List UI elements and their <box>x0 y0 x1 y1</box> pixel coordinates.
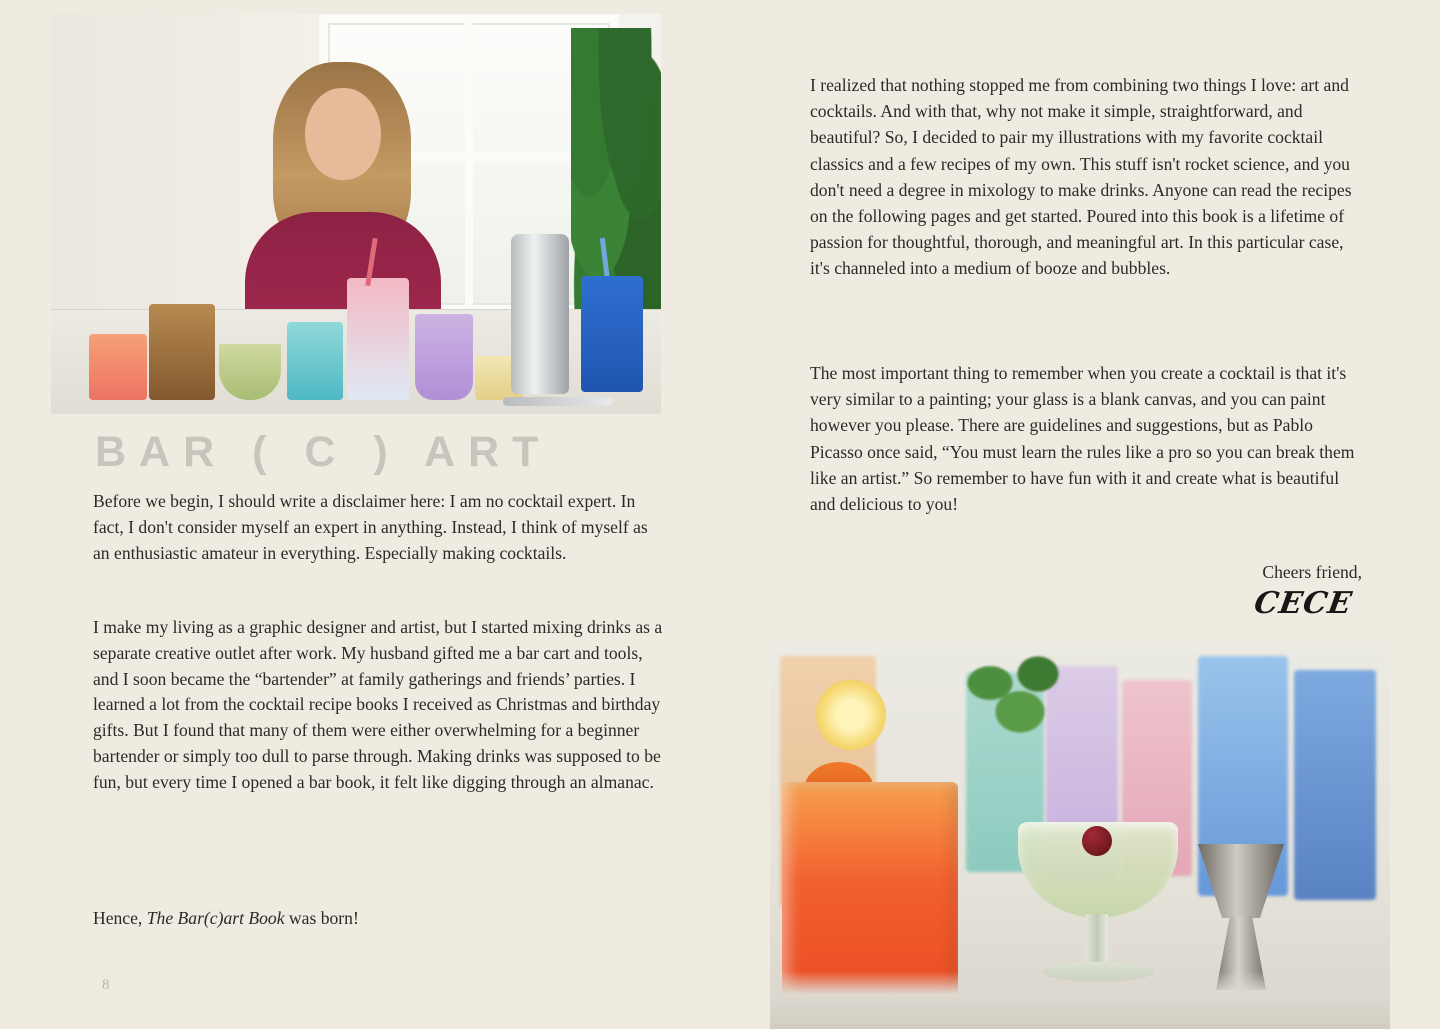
paragraph-disclaimer: Before we begin, I should write a disclaimer here: I am no cocktail expert. In fact, I don't consider myself an expert in anything. Instead, I think of myself as an enthusiastic amateur in everything. Especially making cocktails. <box>93 491 648 563</box>
left-page-column <box>51 0 661 1029</box>
coupe-glass-stem <box>1086 914 1108 968</box>
counter-surface <box>770 971 1390 1029</box>
page-number: 8 <box>102 977 110 993</box>
paragraph-book-born <box>93 906 663 932</box>
paragraph-art-and-cocktails: I realized that nothing stopped me from combining two things I love: art and cocktails. And with that, why not make it simple, straightforward, and beautiful? So, I decided to pair my illustrations with my favorite cocktail classics and a few recipes of my own. This stuff isn't rocket science, and you don't need a degree in mixology to make drinks. Anyone can read the recipes on the following pages and get started. Poured into this book is a lifetime of passion for thoughtful, thorough, and meaningful art. In this particular case, it's channeled into a medium of booze and bubbles. <box>810 75 1352 279</box>
cocktail-glass <box>89 334 147 400</box>
colorful-cocktails-photo <box>770 646 1390 1029</box>
paragraph-background-story: I make my living as a graphic designer and artist, but I started mixing drinks as a separate creative outlet after work. My husband gifted me a bar cart and tools, and I soon became the “bartender” at family gatherings and friends’ parties. I learned a lot from the cocktail recipe books I received as Christmas and birthday gifts. But I found that many of them were either overwhelming for a beginner bartender or simply too dull to parse through. Making drinks was supposed to be fun, but every time I opened a bar book, it felt like digging through an almanac. <box>93 617 663 792</box>
closing-before: Hence, <box>93 908 147 928</box>
cocktail-glass <box>287 322 343 400</box>
page-title: BAR ( C ) ART <box>95 428 552 476</box>
cocktail-glass <box>219 344 281 400</box>
author-signature: CECE <box>1251 586 1355 621</box>
background-glass <box>1294 670 1376 900</box>
book-title-italic: The Bar(c)art Book <box>146 908 285 928</box>
mint-garnish <box>954 656 1074 746</box>
face <box>305 88 381 180</box>
cocktail-shaker <box>511 234 569 394</box>
lemon-slice <box>816 680 886 750</box>
signoff-text: Cheers friend, <box>1262 562 1362 582</box>
paragraph-cocktail-as-painting: The most important thing to remember when you create a cocktail is that it's very similar to a painting; your glass is a blank canvas, and you can paint however you please. There are guidelines and suggestions, but as Pablo Picasso once said, “You must learn the rules like a pro so you can break them like an artist.” So remember to have fun with it and create what is beautiful and delicious to you! <box>810 363 1355 515</box>
author-at-bar-cart-photo <box>51 14 661 414</box>
right-page-column <box>770 0 1390 1029</box>
cocktail-glass <box>415 314 473 400</box>
cocktail-glass <box>149 304 215 400</box>
blue-tumbler <box>581 276 643 392</box>
author-portrait <box>239 62 445 344</box>
cocktail-glass <box>347 278 409 400</box>
cherry-garnish <box>1082 826 1112 856</box>
bar-spoon <box>503 397 613 406</box>
closing-after: was born! <box>284 908 359 928</box>
